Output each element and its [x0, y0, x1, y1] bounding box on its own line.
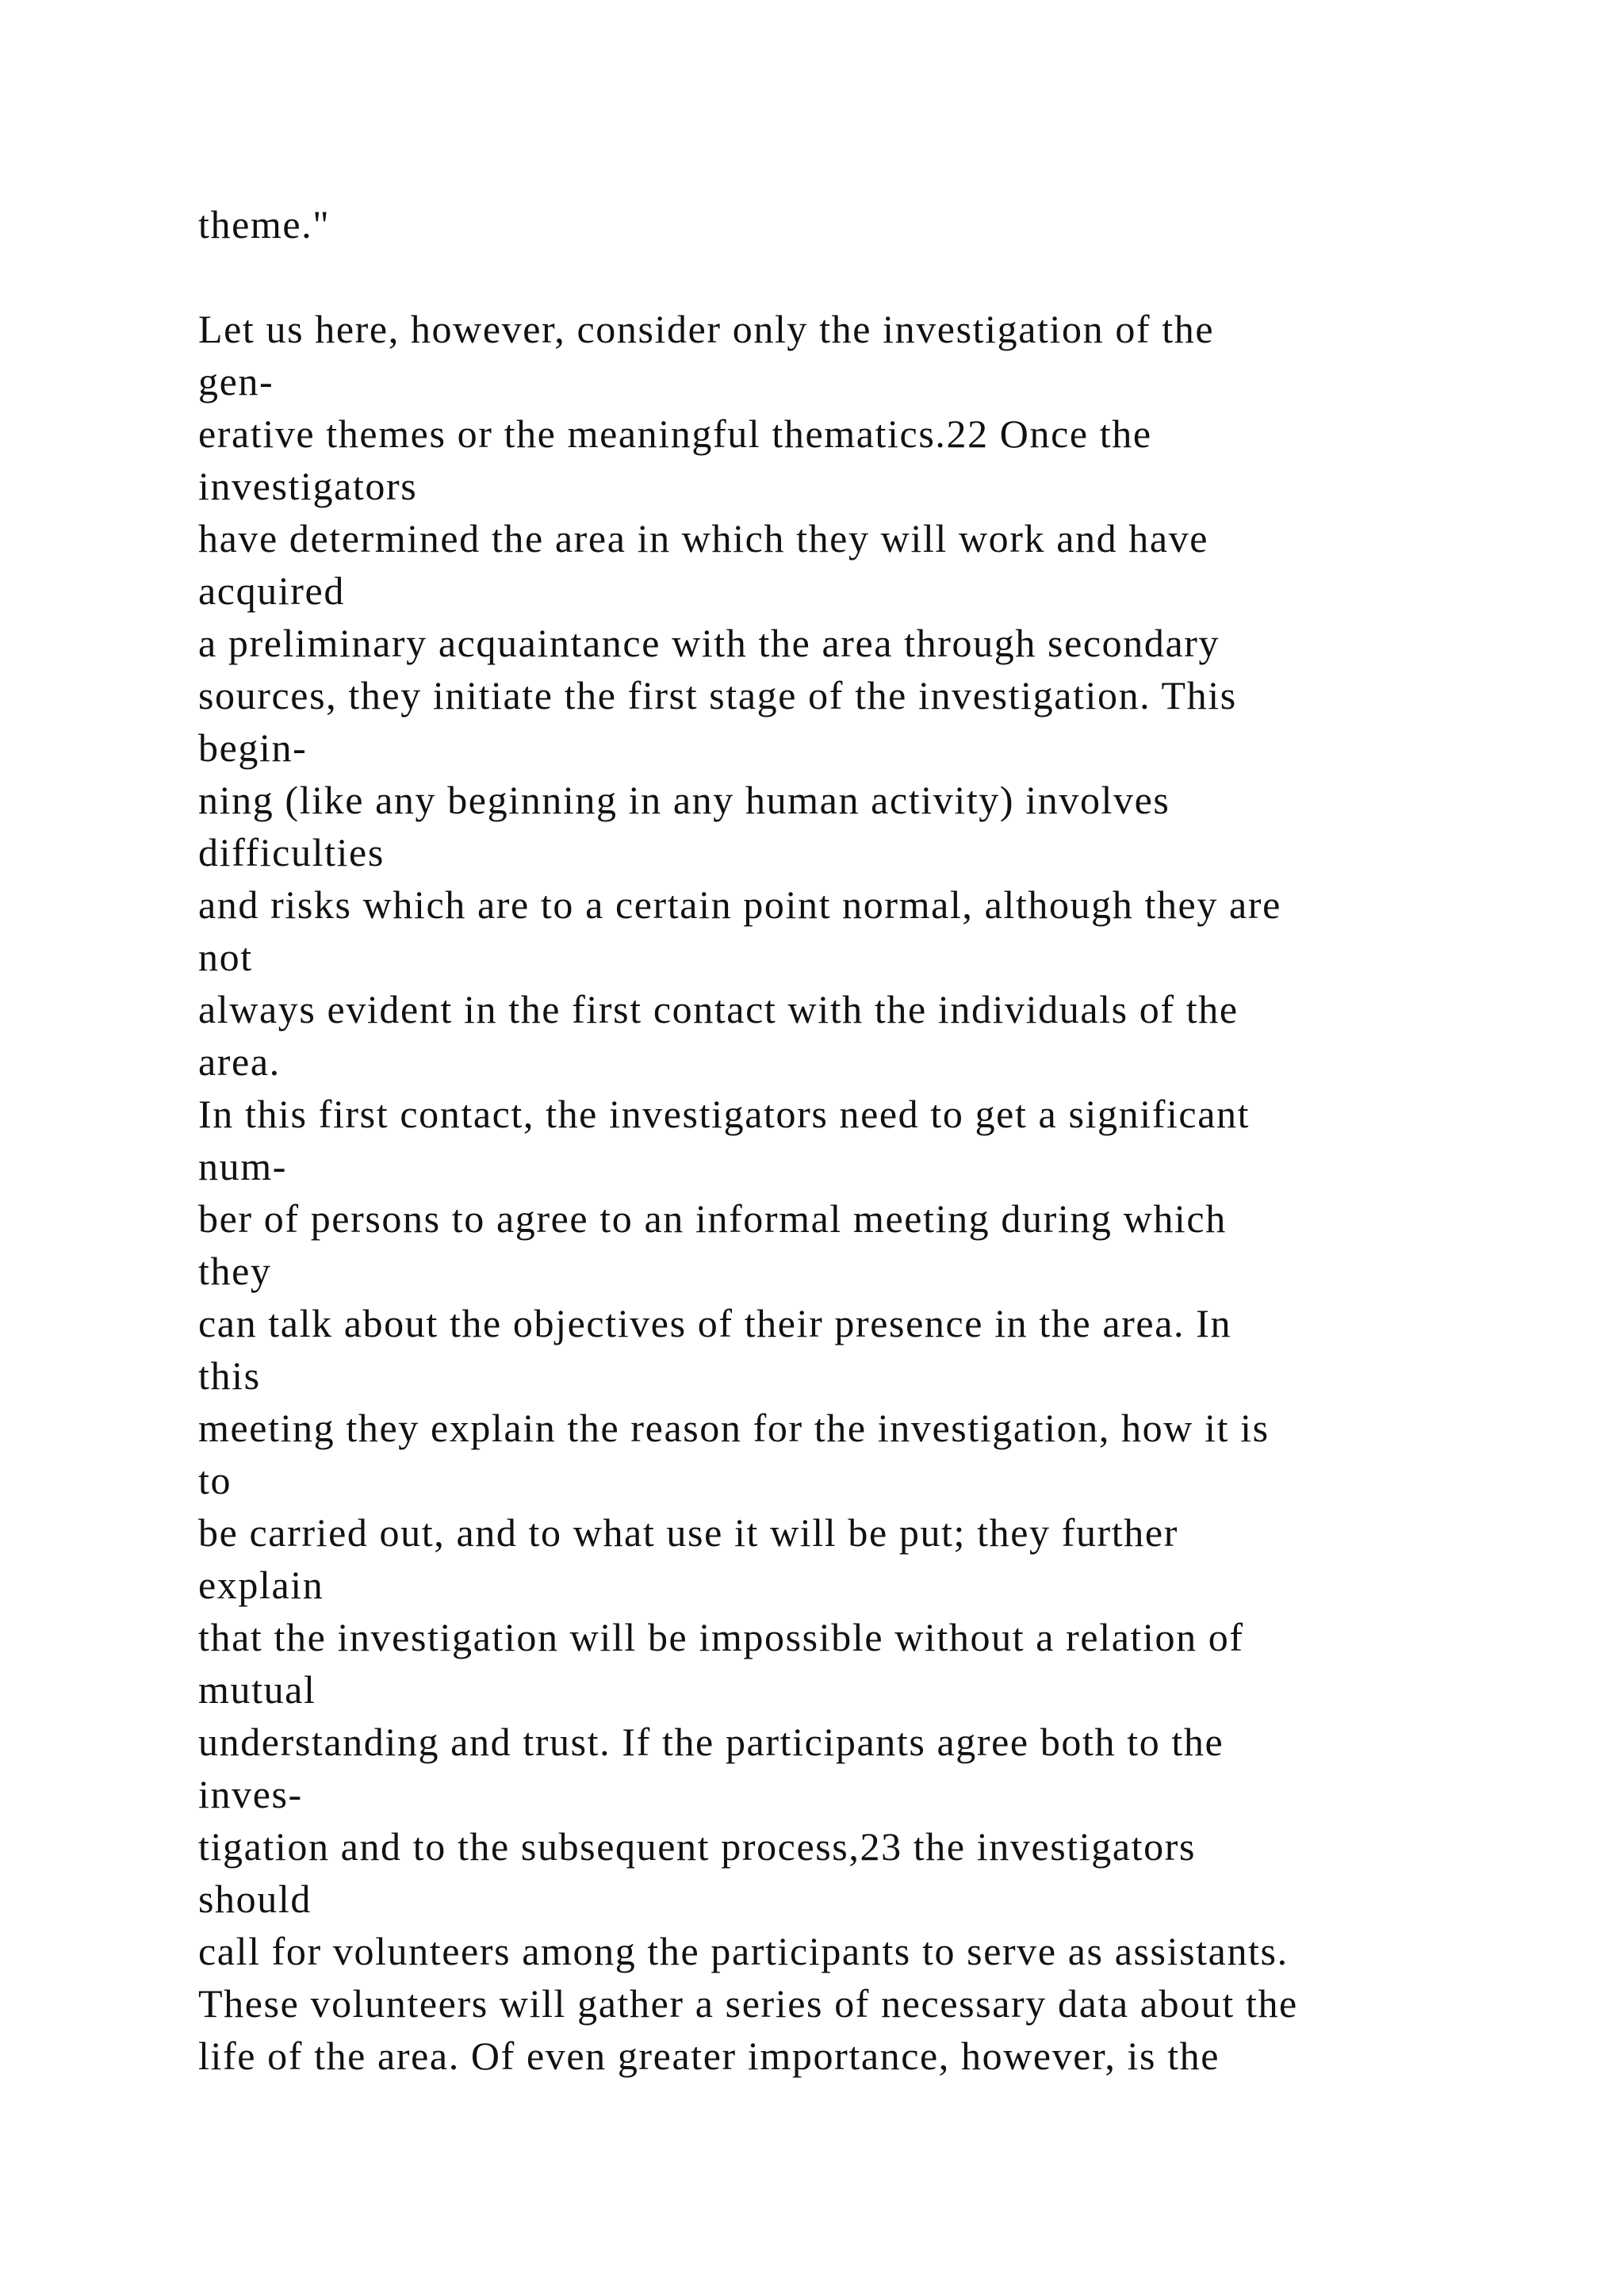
text-line: life of the area. Of even greater importance, however, is the [198, 2034, 1220, 2078]
blank-line [198, 251, 1546, 303]
text-line: call for volunteers among the participants to serve as assistants. [198, 1929, 1289, 1973]
body-text [198, 198, 1546, 2082]
text-line: ber of persons to agree to an informal meeting during which [198, 1196, 1227, 1241]
text-line: should [198, 1877, 312, 1921]
text-line: begin- [198, 725, 308, 770]
text-line: sources, they initiate the first stage of the investigation. This [198, 673, 1237, 718]
text-line: ning (like any beginning in any human activity) involves [198, 778, 1170, 822]
text-line: can talk about the objectives of their presence in the area. In [198, 1301, 1232, 1345]
text-line: this [198, 1353, 261, 1398]
text-line: not [198, 935, 253, 979]
text-line: These volunteers will gather a series of necessary data about the [198, 1981, 1298, 2026]
text-line: investigators [198, 464, 418, 508]
text-line: always evident in the first contact with the individuals of the [198, 987, 1239, 1031]
text-line: In this first contact, the investigators need to get a significant [198, 1092, 1251, 1136]
text-line: tigation and to the subsequent process,23 the investigators [198, 1824, 1197, 1869]
text-line: have determined the area in which they will work and have [198, 516, 1209, 561]
text-line: that the investigation will be impossible without a relation of [198, 1615, 1244, 1659]
text-line: erative themes or the meaningful thematics.22 Once the [198, 411, 1152, 456]
text-line: be carried out, and to what use it will be put; they further [198, 1510, 1178, 1555]
text-line: area. [198, 1039, 281, 1084]
text-line: acquired [198, 568, 345, 613]
text-line: to [198, 1458, 232, 1502]
text-line: explain [198, 1563, 324, 1607]
text-line: difficulties [198, 830, 385, 874]
text-line: and risks which are to a certain point normal, although they are [198, 882, 1281, 927]
text-line: inves- [198, 1772, 303, 1816]
text-line: a preliminary acquaintance with the area through secondary [198, 621, 1220, 665]
text-line: mutual [198, 1667, 316, 1712]
text-line: theme." [198, 202, 331, 247]
text-line: gen- [198, 359, 274, 404]
text-line: meeting they explain the reason for the investigation, how it is [198, 1406, 1270, 1450]
text-line: num- [198, 1144, 287, 1188]
text-line: Let us here, however, consider only the investigation of the [198, 307, 1215, 351]
text-line: understanding and trust. If the participants agree both to the [198, 1720, 1224, 1764]
text-line: they [198, 1249, 272, 1293]
